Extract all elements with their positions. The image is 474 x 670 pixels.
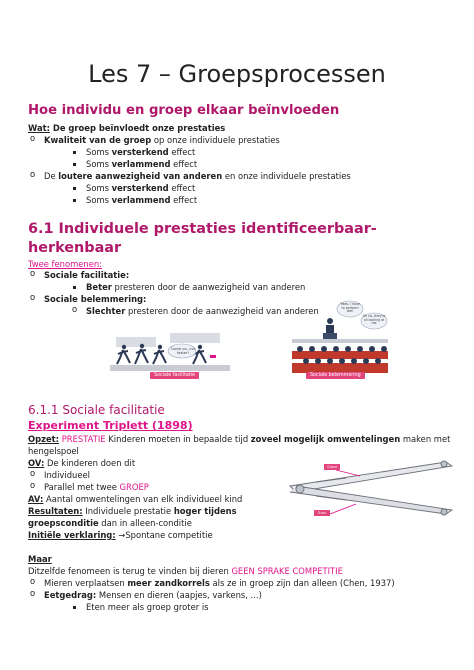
opzet-end: maken met: [400, 434, 451, 444]
item2-sub2: [86, 194, 197, 206]
item2-sub1-bold: versterkend: [111, 183, 169, 193]
caption-sociale-facilitatie: Sociale facilitatie: [150, 372, 199, 379]
caption-sociale-belemmering: Sociale belemmering: [306, 372, 365, 379]
resultaten-line2: [28, 517, 192, 529]
section-heading-6-1-line1: 6.1 Individuele prestaties identificeerbaar-: [28, 221, 377, 237]
item1-sub2-post: effect: [170, 159, 198, 169]
maar-label: Maar: [28, 554, 52, 564]
opzet-text: Kinderen moeten in bepaalde tijd: [105, 434, 251, 444]
maar-item2-rest: Mensen en dieren (aapjes, varkens, ...): [96, 590, 262, 600]
sb-label: Sociale belemmering:: [44, 294, 147, 304]
wat-line: [28, 122, 225, 134]
item2-sub2-post: effect: [170, 195, 198, 205]
item1-sub2-bold: verlammend: [111, 159, 171, 169]
item1-sub2: [86, 158, 197, 170]
sb-sub-rest: presteren door de aanwezigheid van anderen: [125, 306, 319, 316]
res-bold: hoger tijdens: [173, 506, 237, 516]
square-bullet-icon: [73, 286, 76, 289]
item2-rest: en onze individuele prestaties: [222, 171, 351, 181]
maar-line1-pink: GEEN SPRAKE COMPETITIE: [231, 566, 343, 576]
opzet-label: Opzet:: [28, 434, 60, 444]
ov-label: OV:: [28, 458, 45, 468]
maar-item1: [44, 577, 395, 589]
res-label: Resultaten:: [28, 506, 83, 516]
square-bullet-icon: [73, 199, 76, 202]
item2-sub1-post: effect: [168, 183, 196, 193]
ov-item2-pink: GROEP: [119, 482, 149, 492]
ov-item2-pre: Parallel met twee: [44, 482, 120, 492]
item2-sub1-pre: Soms: [86, 183, 112, 193]
page-title: Les 7 – Groepsprocessen: [88, 60, 386, 88]
ov-text: De kinderen doen dit: [44, 458, 136, 468]
maar-item1-pre: Mieren verplaatsen: [44, 578, 128, 588]
maar-line1-pre: Ditzelfde fenomeen is terug te vinden bij dieren: [28, 566, 232, 576]
circle-bullet-icon: o: [30, 576, 36, 586]
maar-item2-bold: Eetgedrag:: [44, 590, 97, 600]
circle-bullet-icon: o: [72, 304, 78, 314]
speech-bubble-right-1: Yikes, I have to perform well: [340, 302, 360, 314]
twee-fenomenen-label: Twee fenomenen:: [28, 259, 102, 269]
circle-bullet-icon: o: [30, 292, 36, 302]
circle-bullet-icon: o: [30, 133, 36, 143]
circle-bullet-icon: o: [30, 588, 36, 598]
init-text: →Spontane competitie: [115, 530, 213, 540]
av-label: AV:: [28, 494, 44, 504]
maar-item1-bold: meer zandkorrels: [127, 578, 210, 588]
item2-sub1: [86, 182, 195, 194]
av-text: Aantal omwentelingen van elk individueel kind: [43, 494, 243, 504]
section-heading-influence: Hoe individu en groep elkaar beïnvloeden: [28, 103, 340, 118]
res-text: Individuele prestatie: [82, 506, 174, 516]
item1-sub1: [86, 146, 195, 158]
section-heading-6-1-line2: herkenbaar: [28, 240, 122, 256]
circle-bullet-icon: o: [30, 169, 36, 179]
square-bullet-icon: [73, 151, 76, 154]
apparatus-label-top: Guard: [327, 465, 337, 469]
item1-line: [44, 134, 280, 146]
section-heading-6-1-1: 6.1.1 Sociale facilitatie: [28, 403, 165, 417]
item2-sub2-pre: Soms: [86, 195, 112, 205]
resultaten-line: [28, 505, 237, 517]
circle-bullet-icon: o: [30, 268, 36, 278]
item2-bold: loutere aanwezigheid van anderen: [58, 171, 223, 181]
sf-sub-bold: Beter: [86, 282, 112, 292]
maar-line1: [28, 565, 343, 577]
item1-bold: Kwaliteit van de groep: [44, 135, 152, 145]
item2-pre: De: [44, 171, 59, 181]
circle-bullet-icon: o: [30, 480, 36, 490]
res-line2-bold: groepsconditie: [28, 518, 99, 528]
ov-line: [28, 457, 135, 469]
speech-bubble-left: Come on, run faster!: [170, 347, 196, 355]
maar-item2-sub: Eten meer als groep groter is: [86, 602, 209, 612]
init-label: Initiële verklaring:: [28, 530, 116, 540]
square-bullet-icon: [73, 606, 76, 609]
maar-item2: [44, 589, 262, 601]
item1-sub1-pre: Soms: [86, 147, 112, 157]
opzet-line2: hengelspoel: [28, 446, 79, 456]
circle-bullet-icon: o: [30, 468, 36, 478]
opzet-line: [28, 433, 450, 445]
sf-sub-rest: presteren door de aanwezigheid van anderen: [111, 282, 306, 292]
audience-illustration: [290, 297, 390, 377]
item1-sub1-bold: versterkend: [111, 147, 169, 157]
sf-label: Sociale facilitatie:: [44, 270, 130, 280]
sb-sub-bold: Slechter: [86, 306, 126, 316]
sb-sub: [86, 305, 319, 317]
item2-sub2-bold: verlammend: [111, 195, 171, 205]
square-bullet-icon: [73, 187, 76, 190]
maar-item1-rest: als ze in groep zijn dan alleen (Chen, 1937): [209, 578, 395, 588]
item1-sub1-post: effect: [168, 147, 196, 157]
initiele-verklaring-line: [28, 529, 213, 541]
item1-rest: op onze individuele prestaties: [151, 135, 280, 145]
wat-label: Wat:: [28, 123, 50, 133]
wat-text: De groep beïnvloedt onze prestaties: [49, 123, 226, 133]
opzet-bold: zoveel mogelijk omwentelingen: [250, 434, 401, 444]
av-line: [28, 493, 242, 505]
opzet-pink: PRESTATIE: [59, 434, 106, 444]
apparatus-label-bottom: Track: [317, 511, 327, 515]
ov-item2: [44, 481, 149, 493]
triplett-apparatus-diagram: [286, 452, 456, 524]
experiment-title: Experiment Triplett (1898): [28, 419, 193, 432]
item1-sub2-pre: Soms: [86, 159, 112, 169]
sf-sub: [86, 281, 305, 293]
square-bullet-icon: [73, 163, 76, 166]
speech-bubble-right-2: Oh no, they're all looking at me: [362, 314, 386, 326]
item2-line: [44, 170, 351, 182]
res-line2-rest: dan in alleen-conditie: [98, 518, 192, 528]
ov-item1: Individueel: [44, 470, 90, 480]
